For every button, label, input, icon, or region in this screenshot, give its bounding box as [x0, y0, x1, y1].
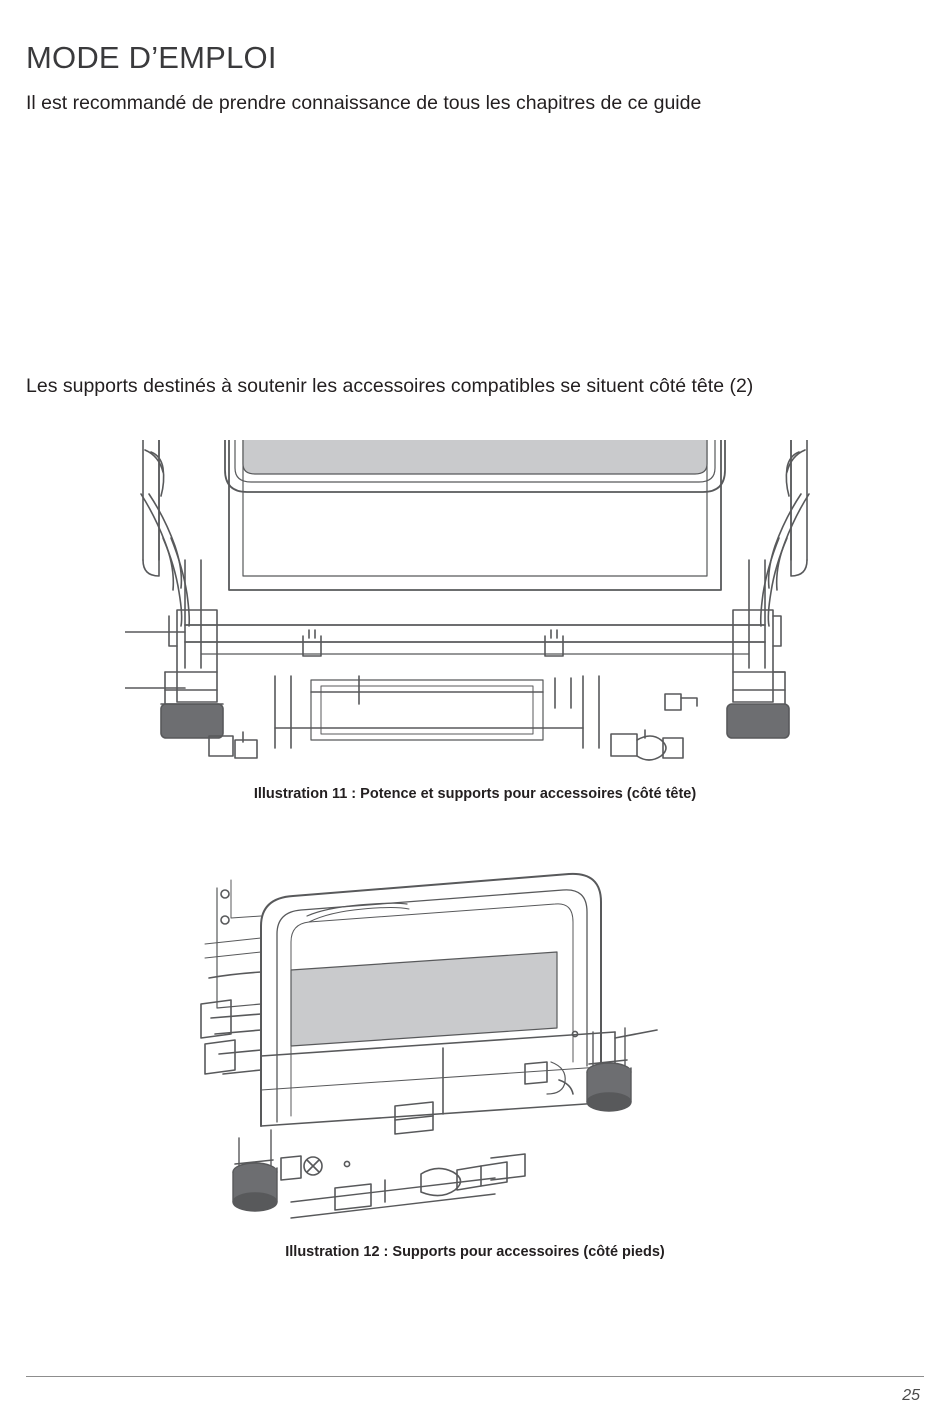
- illustration-11-drawing: [125, 440, 825, 780]
- page-title: MODE D’EMPLOI: [26, 40, 277, 75]
- figure-illustration-12: [0, 858, 950, 1260]
- figure-illustration-11: [0, 440, 950, 802]
- footer-divider: [26, 1376, 924, 1377]
- document-page: [0, 40, 950, 1419]
- illustration-12-drawing: [195, 858, 755, 1238]
- figure-caption: Illustration 12 : Supports pour accessoires (côté pieds): [285, 1244, 665, 1260]
- page-subtitle: Il est recommandé de prendre connaissance de tous les chapitres de ce guide: [26, 92, 702, 114]
- lead-paragraph: Les supports destinés à soutenir les accessoires compatibles se situent côté tête (2): [26, 375, 754, 397]
- figure-caption: Illustration 11 : Potence et supports pour accessoires (côté tête): [253, 786, 697, 802]
- page-number: 25: [902, 1387, 920, 1404]
